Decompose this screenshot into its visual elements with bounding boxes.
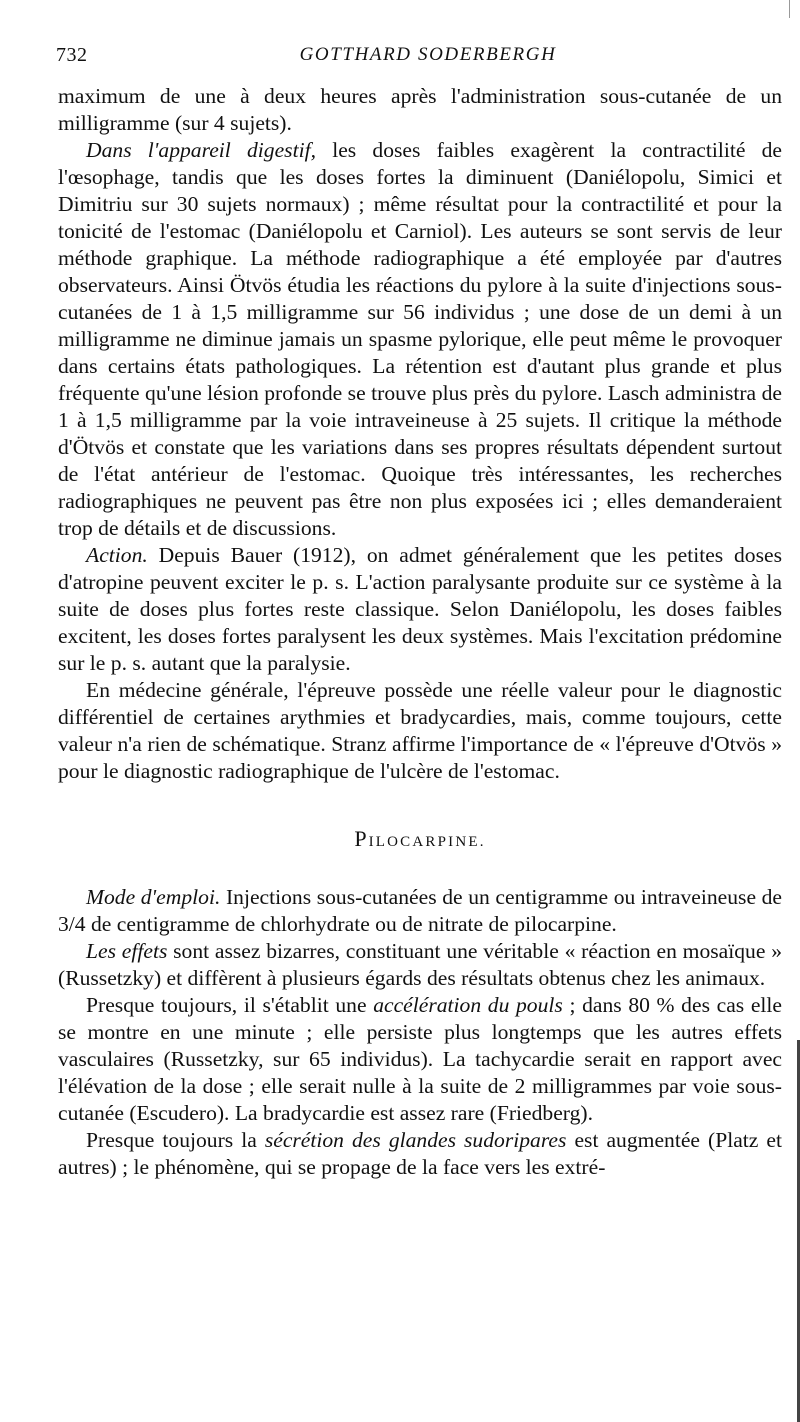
section-heading-cap: P: [354, 826, 369, 851]
paragraph-pulse-em: accélération du pouls: [373, 993, 563, 1017]
paragraph-effects-lead: Les effets: [86, 939, 168, 963]
paragraph-action: [58, 542, 782, 677]
paragraph-digestive: [58, 137, 782, 542]
paragraph-digestive-text: les doses faibles exagèrent la contractilité de l'œsophage, tandis que les doses fortes la diminuent (Daniélopolu, Simici et Dimitriu sur 30 sujets normaux) ; même résultat pour la contractilité et pour la tonicité de l'estomac (Daniélopolu et Carniol). Les auteurs se sont servis de leur méthode graphique. La méthode radiographique a été employée par d'autres observateurs. Ainsi Ötvös étudia les réactions du pylore à la suite d'injections sous-cutanées de 1 à 1,5 milligramme sur 56 individus ; une dose de un demi à un milligramme ne diminue jamais un spasme pylorique, elle peut même le provoquer dans certains états pathologiques. La rétention est d'autant plus grande et plus fréquente qu'une lésion profonde se trouve plus près du pylore. Lasch administra de 1 à 1,5 milligramme par la voie intraveineuse à 25 sujets. Il critique la méthode d'Ötvös et constate que les variations dans ses propres résultats dépendent surtout de l'état antérieur de l'estomac. Quoique très intéressantes, les recherches radiographiques ne peuvent pas être non plus exposées ici ; elles demanderaient trop de détails et de discussions.: [58, 138, 782, 540]
paragraph-action-text: Depuis Bauer (1912), on admet généralement que les petites doses d'atropine peuvent exciter le p. s. L'action paralysante produite sur ce système à la suite de doses plus fortes reste classique. Selon Daniélopolu, les doses faibles excitent, les doses fortes paralysent les deux systèmes. Mais l'excitation prédomine sur le p. s. autant que la paralysie.: [58, 543, 782, 675]
section-heading: [58, 825, 782, 856]
page-number: 732: [56, 44, 88, 66]
paragraph-medicine-text: En médecine générale, l'épreuve possède une réelle valeur pour le diagnostic différentiel de certaines arythmies et bradycardies, mais, comme toujours, cette valeur n'a rien de schématique. Stranz affirme l'importance de « l'épreuve d'Otvös » pour le diagnostic radiographique de l'ulcère de l'estomac.: [58, 678, 782, 783]
paragraph-1-text: maximum de une à deux heures après l'administration sous-cutanée de un milligramme (sur 4 sujets).: [58, 84, 782, 135]
paragraph-sweat-em: sécrétion des glandes sudoripares: [264, 1128, 567, 1152]
section-heading-rest: ILOCARPINE.: [368, 834, 486, 850]
paragraph-effects: [58, 938, 782, 992]
paragraph-1: [58, 83, 782, 137]
paragraph-sweat-text: est augmentée (Platz et autres) ; le phénomène, qui se propage de la face vers les extré-: [58, 1128, 783, 1179]
paragraph-medicine: [58, 677, 782, 785]
paragraph-mode-text: Injections sous-cutanées de un centigramme ou intraveineuse de 3/4 de centigramme de chlorhydrate ou de nitrate de pilocarpine.: [58, 885, 783, 936]
running-title: GOTTHARD SODERBERGH: [299, 44, 557, 65]
paragraph-pulse: [58, 992, 782, 1127]
paragraph-sweat: [58, 1127, 782, 1181]
paragraph-digestive-lead: Dans l'appareil digestif,: [86, 138, 316, 162]
scan-mark: [789, 0, 790, 18]
body-text: [58, 83, 782, 1181]
paragraph-pulse-text: ; dans 80 % des cas elle se montre en une minute ; elle persiste plus longtemps que les autres effets vasculaires (Russetzky, sur 65 individus). La tachycardie serait en rapport avec l'élévation de la dose ; elle serait nulle à la suite de 2 milligrammes par voie sous-cutanée (Escudero). La bradycardie est assez rare (Friedberg).: [58, 993, 782, 1125]
paragraph-action-lead: Action.: [86, 543, 148, 567]
paragraph-mode-lead: Mode d'emploi.: [86, 885, 221, 909]
paragraph-mode: [58, 884, 782, 938]
page-header: [56, 44, 780, 74]
paragraph-pulse-start: Presque toujours, il s'établit une: [86, 993, 374, 1017]
paragraph-effects-text: sont assez bizarres, constituant une véritable « réaction en mosaïque » (Russetzky) et diffèrent à plusieurs égards des résultats obtenus chez les animaux.: [58, 939, 782, 990]
paragraph-sweat-start: Presque toujours la: [86, 1128, 265, 1152]
